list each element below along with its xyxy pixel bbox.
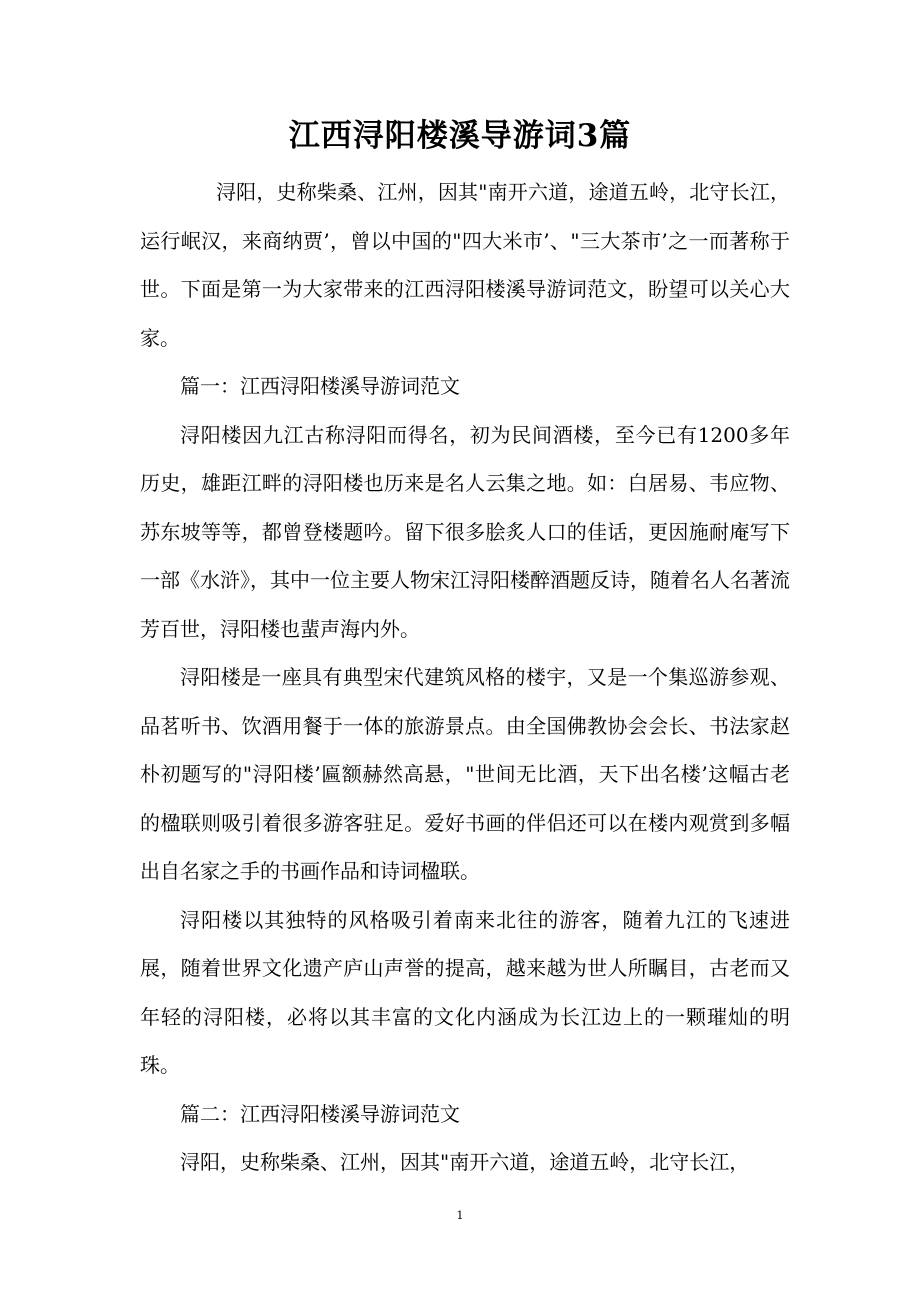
section-heading-1: 篇一：江西浔阳楼溪导游词范文	[180, 374, 460, 398]
document-body	[140, 168, 790, 1187]
page-number: 1	[456, 1209, 464, 1222]
body-paragraph: 浔阳楼是一座具有典型宋代建筑风格的楼宇，又是一个集巡游参观、品茗听书、饮酒用餐于一体的旅游景点。由全国佛教协会会长、书法家赵朴初题写的"浔阳楼’匾额赫然高悬，"世间无比酒，天下出名楼’这幅古老的楹联则吸引着很多游客驻足。爱好书画的伴侣还可以在楼内观赏到多幅出自名家之手的书画作品和诗词楹联。	[140, 665, 790, 883]
body-paragraph: 浔阳楼以其独特的风格吸引着南来北往的游客，随着九江的飞速进展，随着世界文化遗产庐山声誉的提高，越来越为世人所瞩目，古老而又年轻的浔阳楼，必将以其丰富的文化内涵成为长江边上的一颗璀灿的明珠。	[140, 907, 790, 1077]
intro-paragraph: 浔阳，史称柴桑、江州，因其"南开六道，途道五岭，北守长江，运行岷汉，来商纳贾’，曾以中国的"四大米市’、"三大茶市’之一而著称于世。下面是第一为大家带来的江西浔阳楼溪导游词范文，盼望可以关心大家。	[140, 180, 790, 350]
section-heading-2: 篇二：江西浔阳楼溪导游词范文	[180, 1101, 460, 1126]
body-paragraph: 浔阳，史称柴桑、江州，因其"南开六道，途道五岭，北守长江，	[180, 1150, 750, 1174]
body-paragraph: 浔阳楼因九江古称浔阳而得名，初为民间酒楼，至今已有1200多年历史，雄距江畔的浔阳楼也历来是名人云集之地。如：白居易、韦应物、苏东坡等等，都曾登楼题吟。留下很多脍炙人口的佳话，更因施耐庵写下一部《水浒》，其中一位主要人物宋江浔阳楼醉酒题反诗，随着名人名著流芳百世，浔阳楼也蜚声海内外。	[140, 422, 790, 641]
document-title: 江西浔阳楼溪导游词3篇	[288, 118, 632, 154]
